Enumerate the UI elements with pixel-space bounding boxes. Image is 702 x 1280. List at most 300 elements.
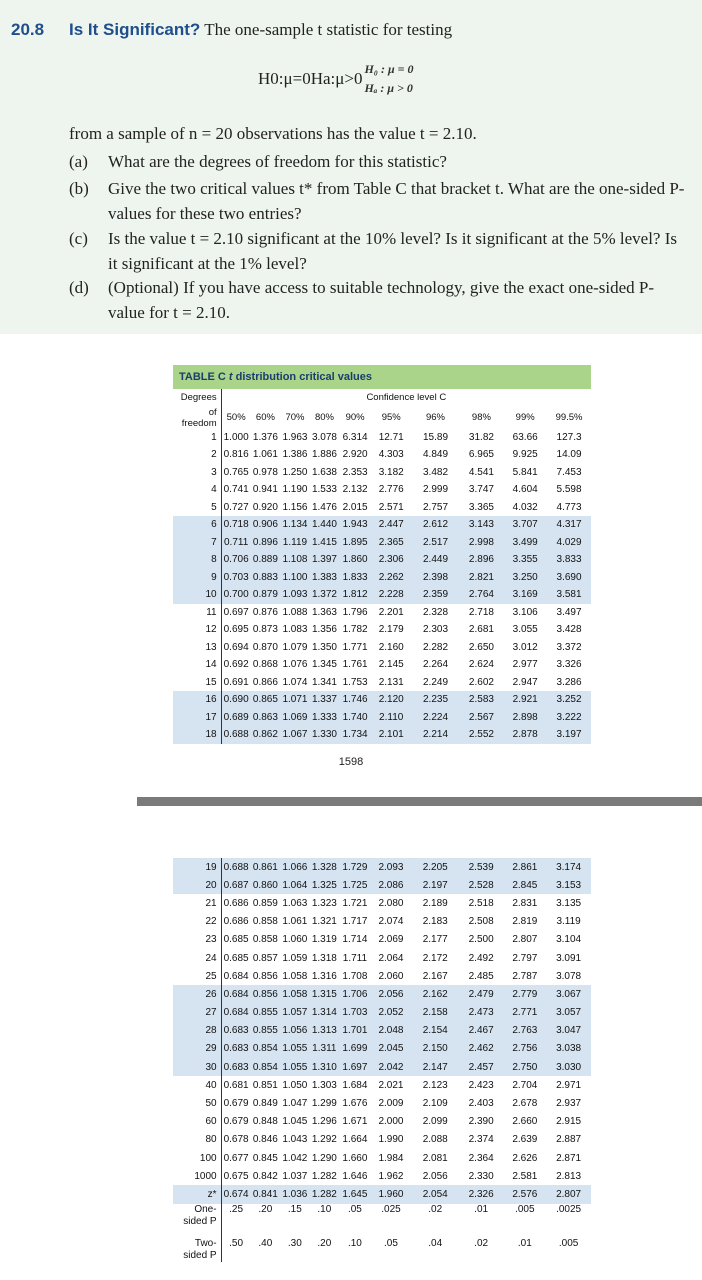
critical-value-cell: 3.482 (422, 466, 449, 478)
one-sided-p-cell: .005 (515, 1203, 535, 1215)
df-header-of: of (208, 406, 217, 418)
critical-value-cell: 0.841 (251, 1185, 281, 1203)
critical-value-cell: 2.045 (371, 1040, 411, 1058)
critical-value-cell: 1.645 (339, 1185, 371, 1203)
critical-value-cell: 1.376 (252, 431, 278, 443)
one-sided-label (173, 1204, 221, 1228)
critical-value-cell: 0.865 (251, 691, 281, 709)
critical-value-cell: 0.683 (221, 1022, 251, 1040)
critical-value-cell: 0.695 (223, 624, 249, 636)
critical-value-cell: 0.879 (251, 586, 281, 604)
df-cell: 50 (173, 1094, 221, 1112)
table-row (173, 569, 591, 587)
critical-value-cell: 2.819 (512, 916, 538, 928)
critical-value-cell: 2.303 (422, 624, 449, 636)
confidence-level-header: 98% (471, 412, 491, 423)
part-label: (d) (69, 278, 89, 297)
critical-value-cell: 1.697 (339, 1058, 371, 1076)
critical-value-cell: 1.093 (280, 586, 310, 604)
table-row (173, 876, 591, 894)
critical-value-cell: 1.066 (280, 858, 310, 876)
critical-value-cell: 1.701 (339, 1022, 371, 1040)
critical-value-cell: 1.061 (252, 449, 278, 461)
df-cell: 19 (173, 858, 221, 876)
critical-value-cell: 4.849 (422, 449, 449, 461)
critical-value-cell: 1.943 (339, 516, 371, 534)
critical-value-cell: 1.037 (282, 1170, 308, 1182)
part-label: (b) (69, 179, 89, 198)
critical-value-cell: 1.057 (280, 1004, 310, 1022)
critical-value-cell: 2.158 (411, 1004, 459, 1022)
df-cell: 21 (173, 894, 221, 912)
critical-value-cell: 2.123 (422, 1079, 448, 1091)
critical-value-cell: 5.598 (556, 484, 582, 496)
critical-value-cell: 0.858 (252, 934, 278, 946)
critical-value-cell: 1.310 (310, 1058, 340, 1076)
critical-value-cell: 1.753 (342, 676, 368, 688)
critical-value-cell: 1.895 (339, 534, 371, 552)
critical-value-cell: 0.679 (223, 1116, 249, 1128)
critical-value-cell: 2.403 (468, 1098, 494, 1110)
confidence-level-header: 50% (226, 412, 246, 423)
critical-value-cell: 2.718 (468, 606, 494, 618)
critical-value-cell: 2.552 (460, 726, 504, 744)
critical-value-cell: 1.100 (280, 569, 310, 587)
critical-value-cell: 0.674 (221, 1185, 251, 1203)
critical-value-cell: 2.282 (422, 641, 449, 653)
critical-value-cell: 1.345 (311, 659, 337, 671)
critical-value-cell: 2.179 (378, 624, 404, 636)
table-row (173, 726, 591, 744)
critical-value-cell: 0.685 (223, 952, 249, 964)
part-text: What are the degrees of freedom for this statistic? (108, 152, 447, 171)
critical-value-cell: 1.984 (378, 1152, 404, 1164)
table-row (173, 1058, 591, 1076)
critical-value-cell: 2.763 (503, 1022, 547, 1040)
table-row (173, 1040, 591, 1058)
critical-value-cell: 0.684 (221, 1004, 251, 1022)
df-cell: 1 (173, 429, 221, 447)
critical-value-cell: 3.707 (503, 516, 547, 534)
critical-value-cell: 2.132 (342, 484, 368, 496)
critical-value-cell: 0.706 (221, 551, 251, 569)
critical-value-cell: 2.977 (512, 659, 538, 671)
table-title (173, 365, 591, 389)
critical-value-cell: 3.833 (547, 551, 591, 569)
critical-value-cell: 1.250 (282, 466, 308, 478)
critical-value-cell: 2.262 (371, 569, 411, 587)
critical-value-cell: 2.021 (378, 1079, 404, 1091)
critical-value-cell: 2.937 (556, 1098, 582, 1110)
critical-value-cell: 3.499 (503, 534, 547, 552)
critical-value-cell: 2.205 (411, 858, 459, 876)
critical-value-cell: 2.878 (503, 726, 547, 744)
critical-value-cell: 2.353 (342, 466, 368, 478)
critical-value-cell: 0.855 (251, 1004, 281, 1022)
critical-value-cell: 1.079 (282, 641, 308, 653)
critical-value-cell: 2.479 (459, 985, 503, 1003)
critical-value-cell: 3.182 (378, 466, 404, 478)
critical-value-cell: 1.962 (378, 1170, 404, 1182)
critical-value-cell: 2.150 (411, 1040, 459, 1058)
critical-value-cell: 15.89 (422, 431, 449, 443)
df-cell: 3 (173, 464, 221, 482)
critical-value-cell: 4.773 (556, 501, 582, 513)
part-d (69, 275, 689, 325)
critical-value-cell: 63.66 (512, 431, 538, 443)
part-text: Is the value t = 2.10 significant at the 10% level? Is it significant at the 5% level? Is it significant at the 1% level? (108, 229, 678, 273)
critical-value-cell: 5.841 (512, 466, 538, 478)
critical-value-cell: 0.681 (223, 1079, 249, 1091)
critical-value-cell: 2.093 (371, 858, 411, 876)
critical-value-cell: 0.685 (223, 934, 249, 946)
part-b (69, 176, 689, 226)
critical-value-cell: 1.740 (339, 709, 371, 727)
df-cell: 29 (173, 1040, 221, 1058)
critical-value-cell: 2.080 (378, 897, 404, 909)
critical-value-cell: 3.355 (503, 551, 547, 569)
critical-value-cell: 2.120 (371, 691, 411, 709)
two-sided-p-cell: .10 (347, 1237, 362, 1249)
table-row (173, 516, 591, 534)
critical-value-cell: 2.871 (556, 1152, 582, 1164)
critical-value-cell: 0.863 (251, 709, 281, 727)
critical-value-cell: 2.189 (422, 897, 448, 909)
critical-value-cell: 0.678 (223, 1134, 249, 1146)
critical-value-cell: 1.000 (223, 431, 249, 443)
table-row (173, 1167, 591, 1185)
hypotheses (258, 60, 413, 98)
critical-value-cell: 1.796 (342, 606, 368, 618)
two-sided-p-cell: .04 (428, 1237, 443, 1249)
critical-value-cell: 2.757 (422, 501, 449, 513)
critical-value-cell: 1.321 (311, 916, 337, 928)
critical-value-cell: 1.533 (311, 484, 337, 496)
critical-value-cell: 2.485 (468, 970, 494, 982)
critical-value-cell: 2.567 (460, 709, 504, 727)
critical-value-cell: 2.915 (556, 1116, 582, 1128)
critical-value-cell: 1.725 (339, 876, 371, 894)
critical-value-cell: 0.870 (252, 641, 278, 653)
critical-value-cell: 2.009 (378, 1098, 404, 1110)
critical-value-cell: 2.330 (468, 1170, 494, 1182)
critical-value-cell: 0.697 (223, 606, 249, 618)
critical-value-cell: 0.920 (252, 501, 278, 513)
critical-value-cell: 3.091 (556, 952, 582, 964)
critical-value-cell: 1.319 (311, 934, 337, 946)
critical-value-cell: 3.119 (556, 916, 581, 928)
critical-value-cell: 1.328 (310, 858, 340, 876)
critical-value-cell: 3.252 (547, 691, 591, 709)
two-sided-p-cell: .20 (317, 1237, 332, 1249)
table-row (173, 429, 591, 447)
df-cell: 20 (173, 876, 221, 894)
critical-value-cell: 2.517 (411, 534, 459, 552)
table-row (173, 481, 591, 499)
critical-value-cell: 2.583 (460, 691, 504, 709)
critical-value-cell: 0.688 (221, 726, 251, 744)
df-cell: 60 (173, 1113, 221, 1131)
critical-value-cell: 1.684 (342, 1079, 368, 1091)
critical-value-cell: 1.960 (371, 1185, 411, 1203)
critical-value-cell: 9.925 (512, 449, 538, 461)
critical-value-cell: 2.197 (411, 876, 459, 894)
critical-value-cell: 0.691 (223, 676, 249, 688)
critical-value-cell: 1.313 (310, 1022, 340, 1040)
critical-value-cell: 2.756 (503, 1040, 547, 1058)
critical-value-cell: 2.101 (371, 726, 411, 744)
critical-value-cell: 1.071 (280, 691, 310, 709)
critical-value-cell: 2.704 (512, 1079, 538, 1091)
two-sided-label (173, 1228, 221, 1262)
critical-value-cell: 0.856 (252, 970, 278, 982)
critical-value-cell: 2.056 (422, 1170, 448, 1182)
critical-value-cell: 2.224 (411, 709, 459, 727)
critical-value-cell: 0.868 (252, 659, 278, 671)
table-row (173, 1149, 591, 1167)
critical-value-cell: 1.350 (311, 641, 337, 653)
critical-value-cell: 2.081 (422, 1152, 448, 1164)
critical-value-cell: 2.423 (468, 1079, 494, 1091)
df-cell: 15 (173, 674, 221, 692)
critical-value-cell: 1.042 (282, 1152, 308, 1164)
critical-value-cell: 2.457 (459, 1058, 503, 1076)
critical-value-cell: 1.476 (311, 501, 337, 513)
df-cell: 10 (173, 586, 221, 604)
critical-value-cell: 2.797 (512, 952, 538, 964)
one-sided-p-cell: .01 (474, 1203, 489, 1215)
critical-value-cell: 0.687 (221, 876, 251, 894)
critical-value-cell: 0.727 (223, 501, 249, 513)
critical-value-cell: 3.078 (311, 431, 337, 443)
table-row (173, 464, 591, 482)
df-cell: 24 (173, 949, 221, 967)
critical-value-cell: 3.169 (503, 586, 547, 604)
critical-value-cell: 4.029 (547, 534, 591, 552)
one-sided-p-cell: .20 (258, 1203, 273, 1215)
critical-value-cell: 1.076 (282, 659, 308, 671)
two-sided-p-cell: .005 (558, 1237, 579, 1249)
critical-value-cell: 0.858 (252, 916, 278, 928)
critical-value-cell: 2.328 (422, 606, 449, 618)
critical-value-cell: 3.143 (460, 516, 504, 534)
hypothesis-inline: H0:μ=0Ha:μ>0 (258, 69, 363, 88)
one-sided-p-cell: .15 (287, 1203, 302, 1215)
df-cell: 18 (173, 726, 221, 744)
critical-value-cell: 0.873 (252, 624, 278, 636)
df-cell: 40 (173, 1076, 221, 1094)
critical-value-cell: 1.282 (310, 1185, 340, 1203)
critical-value-cell: 3.428 (556, 624, 582, 636)
critical-value-cell: 1.711 (342, 952, 368, 964)
critical-value-cell: 2.998 (460, 534, 504, 552)
critical-value-cell: 0.677 (223, 1152, 249, 1164)
critical-value-cell: 2.787 (512, 970, 538, 982)
critical-value-cell: 1.708 (342, 970, 368, 982)
critical-value-cell: 2.898 (503, 709, 547, 727)
critical-value-cell: 2.306 (371, 551, 411, 569)
critical-value-cell: 2.235 (411, 691, 459, 709)
critical-value-cell: 2.887 (556, 1134, 582, 1146)
critical-value-cell: 1.833 (339, 569, 371, 587)
critical-value-cell: 2.779 (503, 985, 547, 1003)
page-divider (137, 797, 702, 806)
df-cell: 17 (173, 709, 221, 727)
critical-value-cell: 1.717 (342, 916, 368, 928)
critical-value-cell: 2.947 (512, 676, 538, 688)
critical-value-cell: 2.492 (468, 952, 494, 964)
critical-value-cell: 2.473 (459, 1004, 503, 1022)
critical-value-cell: 2.626 (512, 1152, 538, 1164)
critical-value-cell: 1.282 (311, 1170, 337, 1182)
problem-title-rest: The one-sample t statistic for testing (200, 20, 453, 39)
df-cell: 100 (173, 1149, 221, 1167)
critical-value-cell: 1.108 (280, 551, 310, 569)
critical-value-cell: 4.604 (512, 484, 538, 496)
critical-value-cell: 1.706 (339, 985, 371, 1003)
critical-value-cell: 0.686 (223, 897, 249, 909)
critical-value-cell: 0.859 (252, 897, 278, 909)
two-sided-p-cell: .50 (229, 1237, 244, 1249)
critical-value-cell: 1.729 (339, 858, 371, 876)
critical-value-cell: 1.330 (310, 726, 340, 744)
two-sided-label-1: Two- (194, 1237, 217, 1249)
one-sided-p-cell: .025 (381, 1203, 401, 1215)
critical-value-cell: 1.323 (311, 897, 337, 909)
critical-value-cell: 2.807 (547, 1185, 591, 1203)
critical-value-cell: 1.761 (342, 659, 368, 671)
critical-value-cell: 3.174 (547, 858, 591, 876)
critical-value-cell: 3.197 (547, 726, 591, 744)
table-row (173, 534, 591, 552)
critical-value-cell: 2.145 (378, 659, 404, 671)
critical-value-cell: 0.883 (251, 569, 281, 587)
table-row (173, 985, 591, 1003)
critical-value-cell: 0.816 (223, 449, 249, 461)
table-row (173, 604, 591, 622)
critical-value-cell: 2.052 (371, 1004, 411, 1022)
critical-value-cell: 1.064 (280, 876, 310, 894)
table-title-rest: distribution critical values (232, 371, 372, 383)
critical-value-cell: 2.042 (371, 1058, 411, 1076)
one-sided-p-cell: .10 (317, 1203, 332, 1215)
critical-value-cell: 4.317 (547, 516, 591, 534)
two-sided-p-cell: .40 (258, 1237, 273, 1249)
critical-value-cell: 0.857 (252, 952, 278, 964)
critical-value-cell: 1.812 (339, 586, 371, 604)
confidence-level-header: 70% (285, 412, 305, 423)
critical-value-cell: 2.000 (378, 1116, 404, 1128)
critical-value-cell: 0.856 (251, 985, 281, 1003)
critical-value-cell: 2.365 (371, 534, 411, 552)
confidence-level-header: 96% (425, 412, 445, 423)
critical-value-cell: 2.167 (422, 970, 448, 982)
critical-value-cell: 2.612 (411, 516, 459, 534)
table-row (173, 1004, 591, 1022)
critical-value-cell: 1.314 (310, 1004, 340, 1022)
critical-value-cell: 0.675 (223, 1170, 249, 1182)
critical-value-cell: 1.664 (342, 1134, 368, 1146)
critical-value-cell: 1.315 (310, 985, 340, 1003)
critical-value-cell: 1.069 (280, 709, 310, 727)
critical-value-cell: 3.067 (547, 985, 591, 1003)
critical-value-cell: 0.978 (252, 466, 278, 478)
part-text: Give the two critical values t* from Table C that bracket t. What are the one-sided P-values for these two entries? (108, 179, 685, 223)
hypothesis-h0: H₀ : μ = 0 (364, 62, 414, 76)
critical-value-cell: 0.683 (221, 1058, 251, 1076)
critical-value-cell: 1.067 (280, 726, 310, 744)
critical-value-cell: 0.690 (221, 691, 251, 709)
df-cell: 14 (173, 656, 221, 674)
critical-value-cell: 0.845 (252, 1152, 278, 1164)
one-sided-label-1: One- (194, 1203, 217, 1215)
critical-value-cell: 1.963 (282, 431, 308, 443)
df-header-freedom: freedom (181, 417, 217, 429)
critical-value-cell: 2.602 (468, 676, 494, 688)
critical-value-cell: 2.183 (422, 916, 448, 928)
critical-value-cell: 2.807 (512, 934, 538, 946)
critical-value-cell: 1.063 (282, 897, 308, 909)
critical-value-cell: 4.541 (468, 466, 494, 478)
df-cell: 26 (173, 985, 221, 1003)
table-row (173, 949, 591, 967)
df-cell: 28 (173, 1022, 221, 1040)
critical-value-cell: 0.684 (221, 985, 251, 1003)
critical-value-cell: 127.3 (556, 431, 582, 443)
critical-value-cell: 2.999 (422, 484, 449, 496)
t-table (173, 389, 591, 744)
critical-value-cell: 1.083 (282, 624, 308, 636)
critical-value-cell: 2.624 (468, 659, 494, 671)
part-label: (a) (69, 152, 88, 171)
df-cell: 25 (173, 967, 221, 985)
confidence-level-header: 90% (345, 412, 365, 423)
df-cell: 2 (173, 446, 221, 464)
confidence-level-label: Confidence level C (366, 392, 447, 404)
critical-value-cell: 0.718 (221, 516, 251, 534)
critical-value-cell: 1.045 (282, 1116, 308, 1128)
critical-value-cell: 3.055 (512, 624, 538, 636)
critical-value-cell: 3.106 (512, 606, 538, 618)
critical-value-cell: 31.82 (468, 431, 494, 443)
critical-value-cell: 1.671 (342, 1116, 368, 1128)
critical-value-cell: 2.172 (422, 952, 448, 964)
critical-value-cell: 1.676 (342, 1098, 368, 1110)
table-row (173, 858, 591, 876)
critical-value-cell: 3.222 (547, 709, 591, 727)
table-row (173, 586, 591, 604)
critical-value-cell: 2.831 (512, 897, 538, 909)
critical-value-cell: 1.333 (310, 709, 340, 727)
critical-value-cell: 3.038 (547, 1040, 591, 1058)
critical-value-cell: 3.104 (556, 934, 582, 946)
critical-value-cell: 1.296 (311, 1116, 337, 1128)
critical-value-cell: 0.861 (251, 858, 281, 876)
critical-value-cell: 0.876 (252, 606, 278, 618)
critical-value-cell: 1.058 (280, 985, 310, 1003)
df-cell: 22 (173, 913, 221, 931)
critical-value-cell: 3.057 (547, 1004, 591, 1022)
df-cell: 80 (173, 1131, 221, 1149)
critical-value-cell: 2.177 (422, 934, 448, 946)
table-title-prefix: TABLE C (179, 371, 226, 383)
df-header-2 (173, 407, 221, 429)
critical-value-cell: 0.700 (221, 586, 251, 604)
one-sided-p-cell: .25 (229, 1203, 244, 1215)
t-table-continued (173, 858, 591, 1262)
table-row (173, 499, 591, 517)
critical-value-cell: 1.356 (311, 624, 337, 636)
